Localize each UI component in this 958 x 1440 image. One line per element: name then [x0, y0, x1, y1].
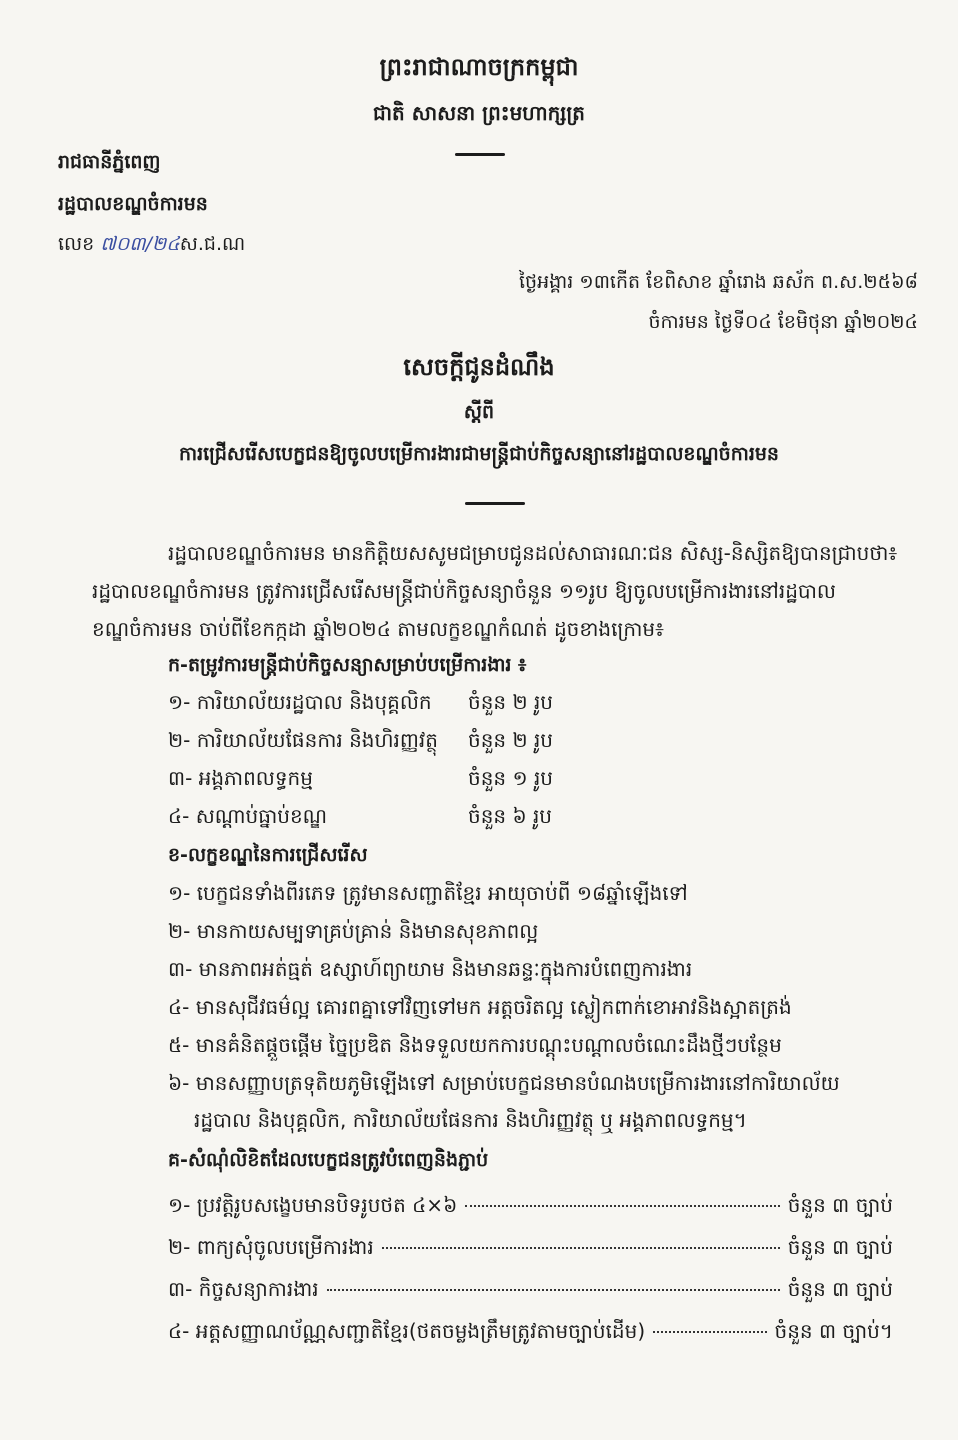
intro-line-3: ខណ្ឌចំការមន ចាប់ពីខែកក្កដា ឆ្នាំ២០២៤ តាមលក្ខខណ្ឌកំណត់ ដូចខាងក្រោម៖	[92, 617, 664, 641]
section-a-item: ១- ការិយាល័យរដ្ឋបាល និងបុគ្គលិក	[168, 690, 432, 714]
leader-dots	[653, 1331, 766, 1333]
org-district: រដ្ឋបាលខណ្ឌចំការមន	[58, 193, 208, 215]
section-c-item	[168, 1276, 893, 1306]
section-b-item: ៤- មានសុជីវធម៌ល្អ គោរពគ្នាទៅវិញទៅមក អត្តចរិតល្អ ស្លៀកពាក់ខោអាវនិងស្អាតត្រង់	[168, 995, 792, 1019]
section-b-item: ៣- មានភាពអត់ធ្មត់ ឧស្សាហ៍ព្យាយាម និងមានឆន្ទៈក្នុងការបំពេញការងារ	[168, 957, 693, 981]
notice-about: ស្តីពី	[463, 401, 495, 423]
section-c-item-label: ១- ប្រវត្តិរូបសង្ខេបមានបិទរូបថត ៤×៦	[168, 1193, 458, 1217]
section-a-count: ចំនួន ៦ រូប	[468, 804, 553, 828]
national-motto-values: ជាតិ សាសនា ព្រះមហាក្សត្រ	[373, 101, 585, 125]
lunar-date: ថ្ងៃអង្គារ ១៣កើត ខែពិសាខ ឆ្នាំរោង ឆស័ក ព.ស.២៥៦៨	[519, 271, 918, 293]
ref-prefix: លេខ	[58, 233, 95, 255]
intro-line-1: រដ្ឋបាលខណ្ឌចំការមន មានកិត្តិយសសូមជម្រាបជូនដល់សាធារណៈជន សិស្ស-និស្សិតឱ្យបានជ្រាបថា៖	[168, 541, 898, 565]
section-a-count: ចំនួន ១ រូប	[468, 766, 553, 790]
ref-suffix: ស.ជ.ណ	[179, 233, 246, 255]
section-c-heading: គ-សំណុំលិខិតដែលបេក្ខជនត្រូវបំពេញនិងភ្ជាប់	[168, 1149, 489, 1171]
reference-number	[58, 232, 245, 260]
section-a-heading: ក-តម្រូវការមន្ត្រីជាប់កិច្ចសន្យាសម្រាប់បម្រើការងារ ៖	[168, 654, 527, 676]
leader-dots	[465, 1205, 779, 1207]
section-b-heading: ខ-លក្ខខណ្ឌនៃការជ្រើសរើស	[168, 844, 368, 866]
section-b-item: ២- មានកាយសម្បទាគ្រប់គ្រាន់ និងមានសុខភាពល្អ	[168, 919, 539, 943]
solar-date: ចំការមន ថ្ងៃទី០៤ ខែមិថុនា ឆ្នាំ២០២៤	[648, 311, 918, 333]
section-b-item: ៦- មានសញ្ញាបត្រទុតិយភូមិឡើងទៅ សម្រាប់បេក្ខជនមានបំណងបម្រើការងារនៅការិយាល័យ	[168, 1071, 840, 1095]
section-c-item-count: ចំនួន ៣ ច្បាប់។	[774, 1319, 893, 1343]
section-c-item	[168, 1192, 893, 1222]
section-c-item-count: ចំនួន ៣ ច្បាប់	[787, 1277, 893, 1301]
section-b-item-continued: រដ្ឋបាល និងបុគ្គលិក, ការិយាល័យផែនការ និងហិរញ្ញវត្ថុ ឬ អង្គភាពលទ្ធកម្ម។	[194, 1108, 747, 1132]
national-motto-kingdom: ព្រះរាជាណាចក្រកម្ពុជា	[379, 53, 579, 81]
title-divider	[465, 502, 525, 505]
org-capital: រាជធានីភ្នំពេញ	[58, 151, 161, 173]
notice-subject: ការជ្រើសរើសបេក្ខជនឱ្យចូលបម្រើការងារជាមន្ត្រីជាប់កិច្ចសន្យានៅរដ្ឋបាលខណ្ឌចំការមន	[179, 443, 779, 465]
section-c-item	[168, 1234, 893, 1264]
section-c-item-count: ចំនួន ៣ ច្បាប់	[787, 1193, 893, 1217]
section-c-item-label: ២- ពាក្យសុំចូលបម្រើការងារ	[168, 1235, 374, 1259]
leader-dots	[327, 1289, 780, 1291]
section-a-item: ៣- អង្គភាពលទ្ធកម្ម	[168, 766, 313, 790]
section-c-item-label: ៤- អត្តសញ្ញាណប័ណ្ណសញ្ជាតិខ្មែរ(ថតចម្លងត្រឹមត្រូវតាមច្បាប់ដើម)	[168, 1319, 646, 1343]
section-b-item: ១- បេក្ខជនទាំងពីរភេទ ត្រូវមានសញ្ជាតិខ្មែរ អាយុចាប់ពី ១៨ឆ្នាំឡើងទៅ	[168, 881, 688, 905]
section-c-item	[168, 1318, 893, 1348]
notice-title: សេចក្តីជូនដំណឹង	[403, 353, 555, 381]
leader-dots	[382, 1247, 780, 1249]
section-c-item-label: ៣- កិច្ចសន្យាការងារ	[168, 1277, 319, 1301]
motto-divider	[455, 153, 505, 156]
section-a-count: ចំនួន ២ រូប	[468, 690, 553, 714]
section-c-item-count: ចំនួន ៣ ច្បាប់	[787, 1235, 893, 1259]
intro-line-2: រដ្ឋបាលខណ្ឌចំការមន ត្រូវការជ្រើសរើសមន្ត្រីជាប់កិច្ចសន្យាចំនួន ១១រូប ឱ្យចូលបម្រើការងារនៅរដ្ឋបាល	[92, 579, 836, 603]
section-a-count: ចំនួន ២ រូប	[468, 728, 553, 752]
section-a-item: ៤- សណ្តាប់ធ្នាប់ខណ្ឌ	[168, 804, 328, 828]
section-a-item: ២- ការិយាល័យផែនការ និងហិរញ្ញវត្ថុ	[168, 728, 438, 752]
section-b-item: ៥- មានគំនិតផ្តួចផ្តើម ច្នៃប្រឌិត និងទទួលយកការបណ្តុះបណ្តាលចំណេះដឹងថ្មីៗបន្ថែម	[168, 1033, 782, 1057]
ref-handwritten: ៧០៣/២៤	[100, 233, 180, 255]
